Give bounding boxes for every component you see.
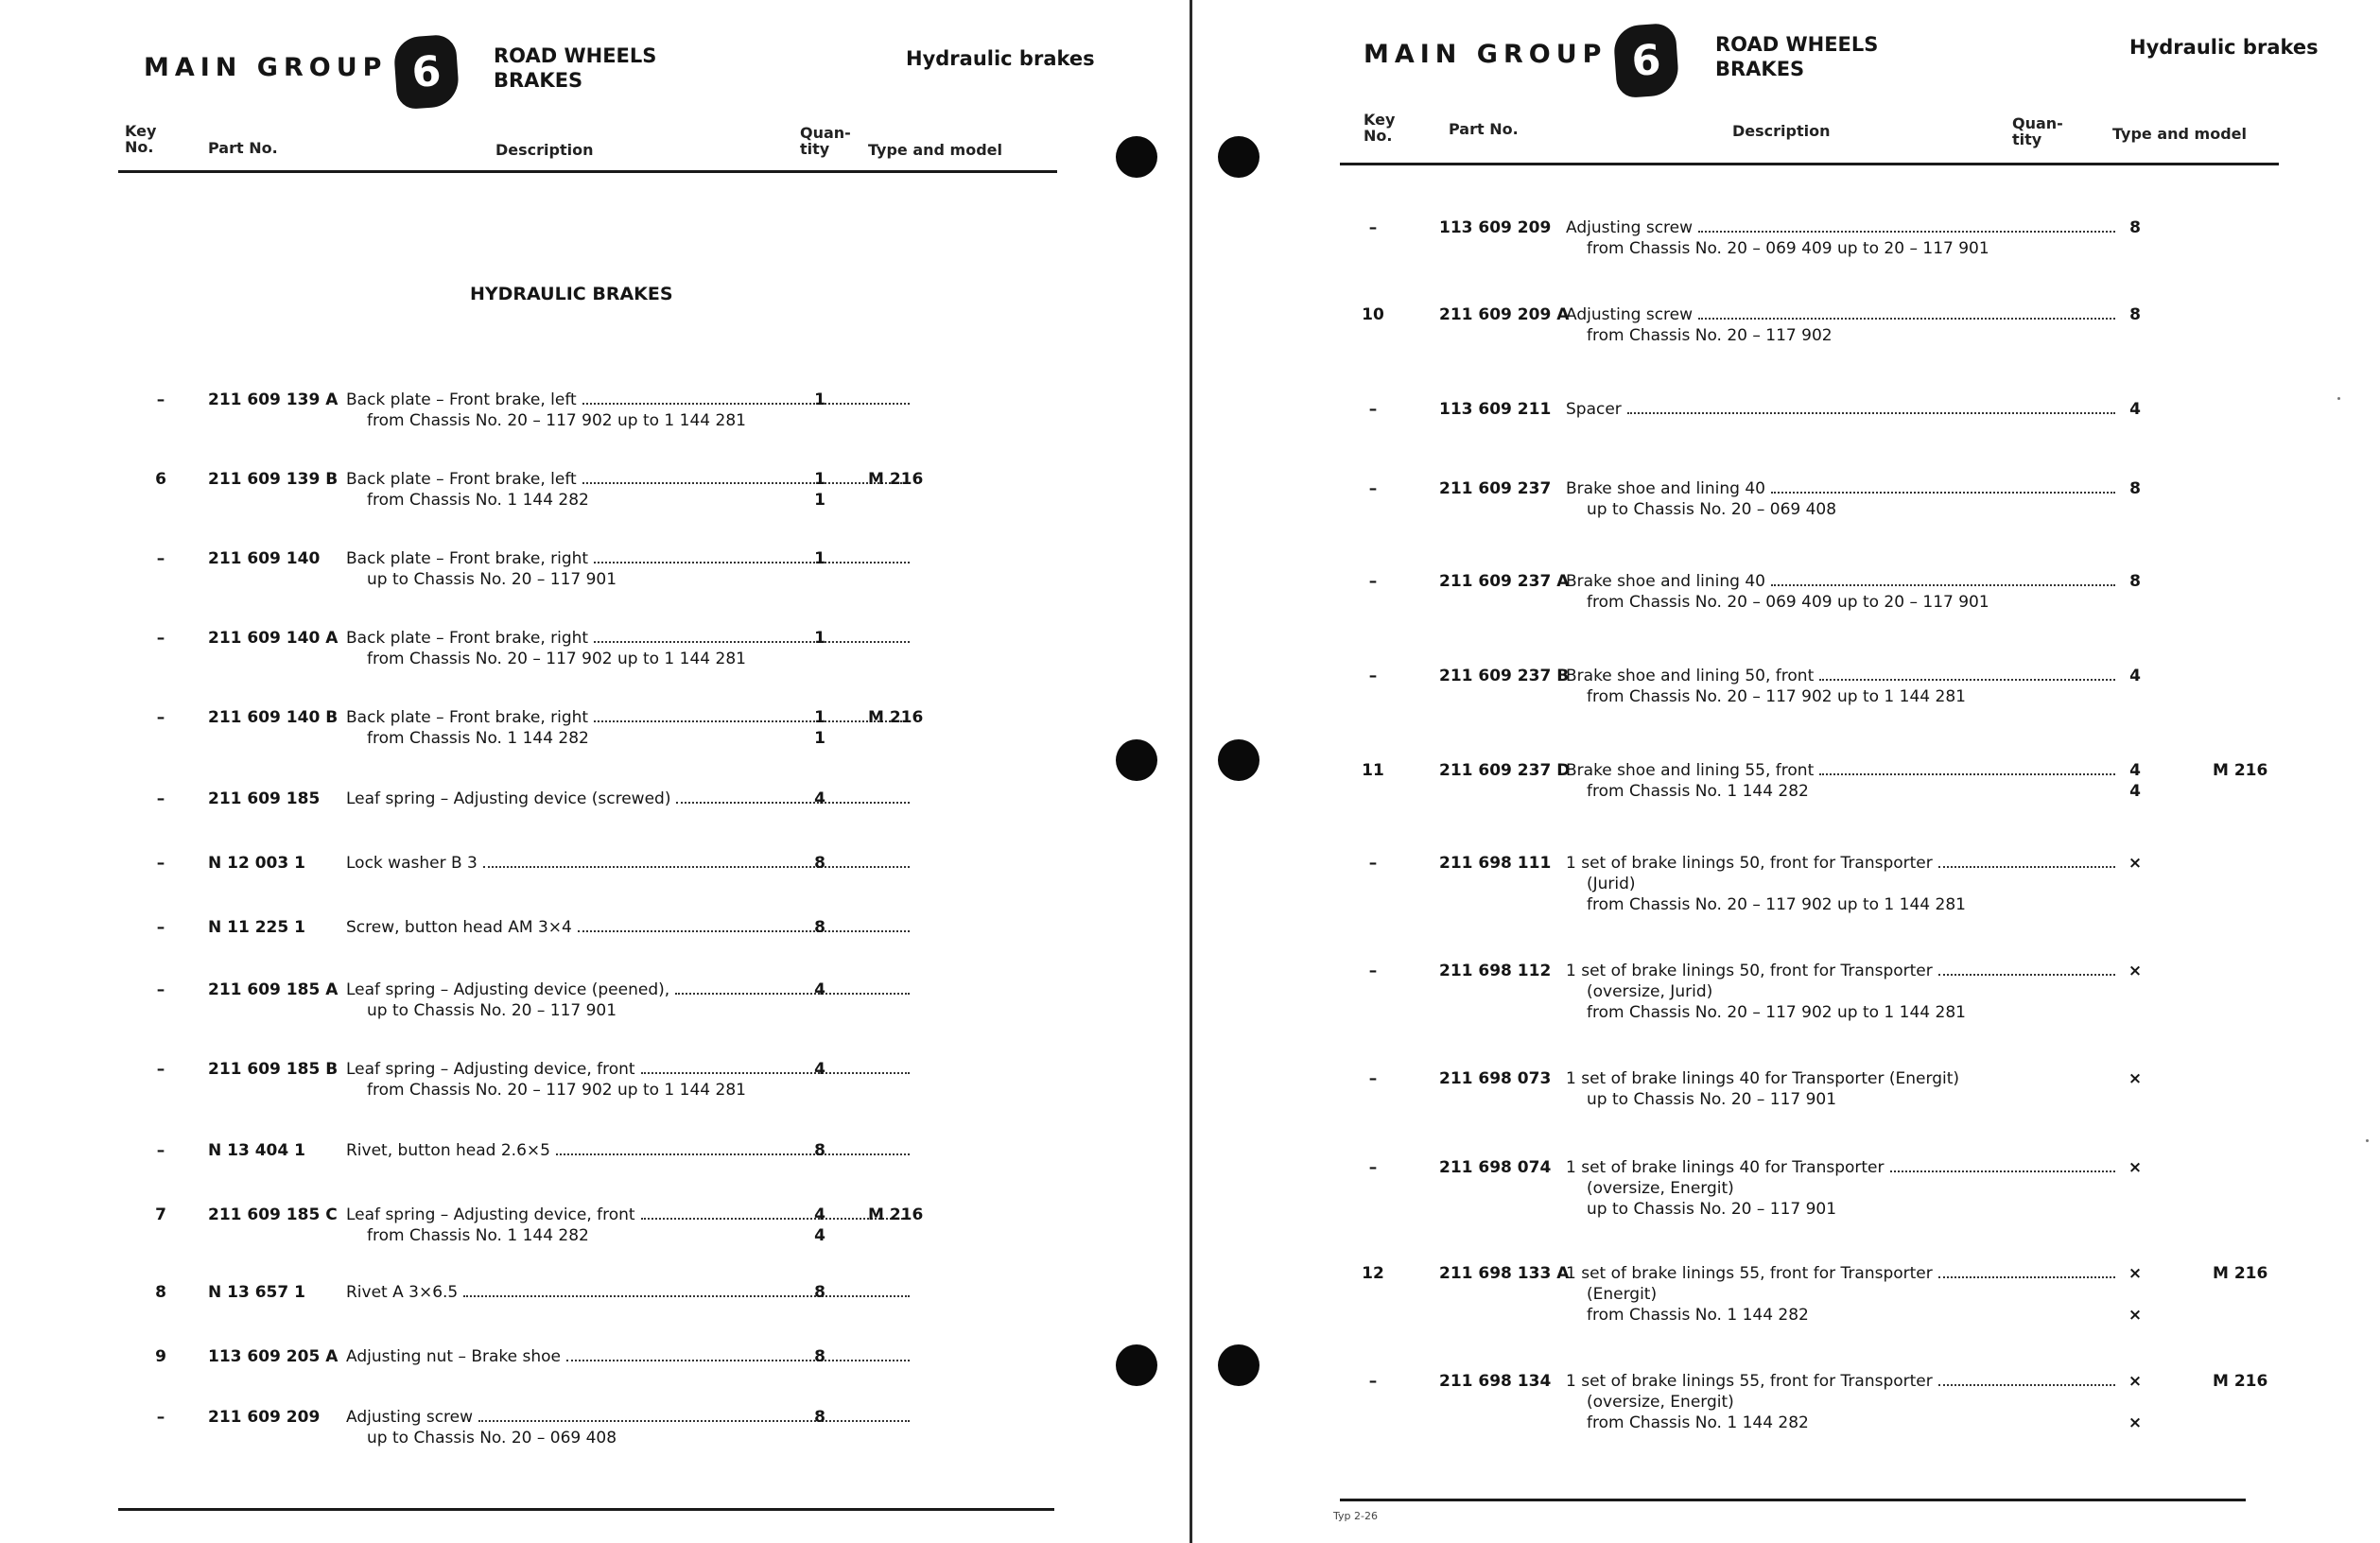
table-row <box>1354 304 2281 346</box>
dot-leader <box>478 1420 910 1422</box>
description <box>1566 217 2119 259</box>
part-number: N 12 003 1 <box>208 854 305 873</box>
key-number: – <box>156 1408 165 1427</box>
quantity-value: × <box>2128 1264 2143 1283</box>
description-subline: (Jurid) <box>1587 875 1636 893</box>
quantity-value: 8 <box>814 1408 825 1427</box>
dot-leader <box>1771 492 2115 494</box>
punch-hole <box>1116 1344 1157 1386</box>
quantity <box>806 469 834 511</box>
description-subline: up to Chassis No. 20 – 069 408 <box>367 1429 617 1448</box>
description-line <box>1566 478 2119 499</box>
description-subline: up to Chassis No. 20 – 117 901 <box>1587 1090 1837 1109</box>
table-row <box>1354 853 2281 914</box>
quantity-value: × <box>2128 1158 2143 1177</box>
quantity <box>806 628 834 649</box>
description-text: Brake shoe and lining 40 <box>1566 572 1765 591</box>
description-text: Leaf spring – Adjusting device, front <box>346 1060 635 1079</box>
dot-leader <box>594 562 910 563</box>
description-text: Adjusting nut – Brake shoe <box>346 1347 562 1366</box>
quantity-value: 4 <box>2129 667 2141 685</box>
dot-leader <box>582 403 910 405</box>
table-row <box>1354 1371 2281 1432</box>
table-row <box>142 980 993 1021</box>
description-text: Leaf spring – Adjusting device (screwed) <box>346 789 671 808</box>
description-text: 1 set of brake linings 40 for Transporter (Energit) <box>1566 1069 1960 1088</box>
description <box>1566 853 2119 915</box>
description-line <box>1566 571 2119 592</box>
table-row <box>142 1205 993 1246</box>
quantity-value: × <box>2128 962 2143 980</box>
description-subline: (oversize, Energit) <box>1587 1393 1734 1412</box>
part-number: N 13 657 1 <box>208 1283 305 1302</box>
description-subline: up to Chassis No. 20 – 117 901 <box>1587 1200 1837 1219</box>
description <box>1566 1371 2119 1433</box>
description-subline: from Chassis No. 20 – 069 409 up to 20 – 117 901 <box>1587 239 1989 258</box>
type-model: M 216 <box>2213 761 2268 780</box>
description-subline: from Chassis No. 20 – 117 902 up to 1 144 281 <box>1587 1003 1966 1022</box>
quantity-value: 4 <box>2129 761 2141 780</box>
quantity <box>806 853 834 874</box>
part-number: 211 609 237 B <box>1439 667 1570 685</box>
key-number: 6 <box>155 470 166 489</box>
quantity <box>806 1407 834 1428</box>
key-number: – <box>156 1141 165 1160</box>
dot-leader <box>675 993 910 995</box>
description-subline: from Chassis No. 20 – 069 409 up to 20 – 117 901 <box>1587 593 1989 612</box>
col-qty-header: Quan- tity <box>2012 114 2063 148</box>
col-desc-header: Description <box>1732 122 1831 140</box>
description-text: 1 set of brake linings 40 for Transporter <box>1566 1158 1885 1177</box>
part-number: 211 698 073 <box>1439 1069 1552 1088</box>
quantity <box>2121 853 2149 874</box>
quantity <box>806 1205 834 1246</box>
key-number: 10 <box>1362 305 1384 324</box>
punch-hole <box>1218 1344 1259 1386</box>
part-number: 211 609 185 A <box>208 980 339 999</box>
dot-leader <box>1938 866 2115 868</box>
table-row <box>1354 1068 2281 1110</box>
description-text: Lock washer B 3 <box>346 854 478 873</box>
description-subline: from Chassis No. 20 – 117 902 up to 1 144 281 <box>367 1081 746 1100</box>
description-text: Back plate – Front brake, right <box>346 629 589 648</box>
quantity-value: 8 <box>2129 479 2141 498</box>
description-text: Rivet, button head 2.6×5 <box>346 1141 550 1160</box>
description-line <box>1566 399 2119 420</box>
dot-leader <box>1890 1170 2116 1172</box>
key-number: 7 <box>155 1205 166 1224</box>
dot-leader <box>582 482 910 484</box>
description <box>1566 1263 2119 1326</box>
quantity <box>806 917 834 938</box>
punch-hole <box>1218 136 1259 178</box>
quantity <box>2121 478 2149 499</box>
part-number: 211 698 134 <box>1439 1372 1552 1391</box>
col-type-header: Type and model <box>868 141 1002 159</box>
quantity-value-2: 4 <box>814 1226 825 1245</box>
description-subline: from Chassis No. 20 – 117 902 up to 1 144 281 <box>367 650 746 668</box>
dot-leader <box>566 1360 910 1361</box>
table-row <box>142 1346 993 1388</box>
dot-leader <box>1771 584 2115 586</box>
key-number: – <box>1368 1158 1378 1177</box>
quantity-value: × <box>2128 1069 2143 1088</box>
quantity-value: × <box>2128 1372 2143 1391</box>
quantity <box>806 1059 834 1080</box>
description-subline: from Chassis No. 1 144 282 <box>367 729 589 748</box>
part-number: 211 609 237 A <box>1439 572 1570 591</box>
quantity <box>2121 304 2149 325</box>
key-number: – <box>1368 962 1378 980</box>
description-line <box>1566 961 2119 981</box>
section-subject: Hydraulic brakes <box>906 47 1095 70</box>
dot-leader <box>578 930 910 932</box>
quantity <box>2121 666 2149 686</box>
part-number: 211 609 139 B <box>208 470 339 489</box>
quantity-value: 8 <box>814 918 825 937</box>
quantity-value-2: 4 <box>2129 782 2141 801</box>
part-number: 211 609 237 <box>1439 479 1552 498</box>
type-model: M 216 <box>868 1205 924 1224</box>
key-number: – <box>156 549 165 568</box>
description <box>1566 1068 2119 1110</box>
group-title-line2: BRAKES <box>1715 58 1805 80</box>
part-number: 211 698 133 A <box>1439 1264 1570 1283</box>
key-number: – <box>1368 854 1378 873</box>
key-number: 11 <box>1362 761 1384 780</box>
part-number: 113 609 209 <box>1439 218 1552 237</box>
dot-leader <box>1819 679 2115 681</box>
quantity-value-2: 1 <box>814 729 825 748</box>
table-row <box>142 789 993 830</box>
quantity-value-2: × <box>2128 1413 2143 1432</box>
description <box>1566 571 2119 613</box>
description-text: Screw, button head AM 3×4 <box>346 918 572 937</box>
quantity <box>2121 399 2149 420</box>
quantity <box>806 789 834 809</box>
description-text: Leaf spring – Adjusting device, front <box>346 1205 635 1224</box>
description-text: 1 set of brake linings 50, front for Transporter <box>1566 962 1933 980</box>
key-number: – <box>156 1060 165 1079</box>
table-row <box>142 469 993 511</box>
key-number: – <box>1368 218 1378 237</box>
key-number: 9 <box>155 1347 166 1366</box>
key-number: – <box>1368 479 1378 498</box>
quantity-value: 8 <box>814 854 825 873</box>
quantity-value: 4 <box>2129 400 2141 419</box>
table-row <box>142 1059 993 1101</box>
part-number: 211 609 140 A <box>208 629 339 648</box>
header-rule <box>1340 163 2279 165</box>
table-row <box>142 1407 993 1448</box>
description-text: Adjusting screw <box>1566 305 1694 324</box>
part-number: 113 609 205 A <box>208 1347 339 1366</box>
table-row <box>1354 217 2281 259</box>
col-key-header: Key No. <box>125 122 157 156</box>
key-number: – <box>1368 400 1378 419</box>
quantity <box>2121 760 2149 802</box>
description-subline: from Chassis No. 1 144 282 <box>1587 782 1809 801</box>
quantity-value: 4 <box>814 789 825 808</box>
dot-leader <box>1627 412 2115 414</box>
col-type-header: Type and model <box>2112 125 2247 143</box>
description-subline: from Chassis No. 1 144 282 <box>1587 1413 1809 1432</box>
type-model: M 216 <box>2213 1372 2268 1391</box>
description-text: Adjusting screw <box>1566 218 1694 237</box>
part-number: 211 609 140 <box>208 549 321 568</box>
description-line <box>1566 1157 2119 1178</box>
description-text: Back plate – Front brake, right <box>346 549 589 568</box>
header-rule <box>118 170 1057 173</box>
quantity <box>2121 1263 2149 1326</box>
quantity-value: 1 <box>814 549 825 568</box>
quantity-value-2: × <box>2128 1306 2143 1325</box>
type-model: M 216 <box>868 708 924 727</box>
table-row <box>142 628 993 669</box>
dot-leader <box>1938 1384 2115 1386</box>
description-text: 1 set of brake linings 55, front for Transporter <box>1566 1264 1933 1283</box>
footer-code: Typ 2-26 <box>1333 1510 1378 1522</box>
quantity <box>2121 217 2149 238</box>
key-number: – <box>156 629 165 648</box>
description-text: Brake shoe and lining 40 <box>1566 479 1765 498</box>
quantity-value: 1 <box>814 708 825 727</box>
section-subject: Hydraulic brakes <box>2129 36 2319 59</box>
table-row <box>1354 666 2281 707</box>
description-line <box>1566 1263 2119 1284</box>
part-number: 211 609 185 <box>208 789 321 808</box>
table-row <box>1354 478 2281 520</box>
type-model: M 216 <box>2213 1264 2268 1283</box>
part-number: 211 609 209 A <box>1439 305 1570 324</box>
quantity-value: × <box>2128 854 2143 873</box>
description-subline: (Energit) <box>1587 1285 1658 1304</box>
key-number: – <box>156 918 165 937</box>
table-row <box>1354 1157 2281 1219</box>
right-catalog-page <box>1193 0 2380 1543</box>
part-number: N 11 225 1 <box>208 918 305 937</box>
dot-leader <box>1819 773 2115 775</box>
table-row <box>142 548 993 590</box>
binding-spine <box>1190 0 1192 1543</box>
table-row <box>1354 1263 2281 1325</box>
part-number: 211 609 237 D <box>1439 761 1571 780</box>
dot-leader <box>463 1295 910 1297</box>
col-desc-header: Description <box>495 141 594 159</box>
part-number: 211 698 074 <box>1439 1158 1552 1177</box>
description-text: 1 set of brake linings 55, front for Transporter <box>1566 1372 1933 1391</box>
description-subline: (oversize, Jurid) <box>1587 982 1713 1001</box>
description <box>1566 1157 2119 1220</box>
description <box>1566 666 2119 707</box>
quantity-value: 1 <box>814 629 825 648</box>
table-row <box>1354 961 2281 1022</box>
description-subline: from Chassis No. 20 – 117 902 up to 1 144 281 <box>1587 895 1966 914</box>
description-text: Rivet A 3×6.5 <box>346 1283 459 1302</box>
table-row <box>1354 571 2281 613</box>
part-number: 211 609 140 B <box>208 708 339 727</box>
key-number: – <box>1368 1372 1378 1391</box>
scan-speck <box>2366 1139 2369 1142</box>
description <box>1566 304 2119 346</box>
quantity-value: 1 <box>814 470 825 489</box>
table-row <box>1354 760 2281 802</box>
quantity <box>2121 571 2149 592</box>
quantity-value: 8 <box>814 1283 825 1302</box>
key-number: – <box>156 390 165 409</box>
punch-hole <box>1116 136 1157 178</box>
footer-rule <box>1340 1499 2246 1501</box>
description-text: Adjusting screw <box>346 1408 474 1427</box>
key-number: 12 <box>1362 1264 1384 1283</box>
description <box>1566 961 2119 1023</box>
type-model: M 216 <box>868 470 924 489</box>
part-number: 211 609 185 C <box>208 1205 338 1224</box>
description-line <box>1566 760 2119 781</box>
group-title-line1: ROAD WHEELS <box>494 44 657 67</box>
quantity <box>806 548 834 569</box>
part-number: N 13 404 1 <box>208 1141 305 1160</box>
quantity-value: 8 <box>814 1141 825 1160</box>
col-qty-header: Quan- tity <box>800 124 851 158</box>
description-subline: from Chassis No. 20 – 117 902 up to 1 144 281 <box>1587 687 1966 706</box>
description-text: Brake shoe and lining 50, front <box>1566 667 1815 685</box>
dot-leader <box>556 1153 910 1155</box>
description-text: 1 set of brake linings 50, front for Transporter <box>1566 854 1933 873</box>
key-number: – <box>156 789 165 808</box>
quantity <box>2121 1371 2149 1433</box>
table-row <box>142 707 993 749</box>
part-number: 113 609 211 <box>1439 400 1552 419</box>
description-subline: up to Chassis No. 20 – 117 901 <box>367 570 617 589</box>
key-number: – <box>1368 572 1378 591</box>
quantity <box>2121 1068 2149 1089</box>
group-title-line2: BRAKES <box>494 69 583 92</box>
description-line <box>1566 853 2119 874</box>
part-number: 211 698 111 <box>1439 854 1552 873</box>
group-title <box>1715 32 1878 81</box>
quantity <box>806 1282 834 1303</box>
quantity-value: 1 <box>814 390 825 409</box>
quantity <box>806 390 834 410</box>
quantity <box>2121 961 2149 981</box>
description-line <box>1566 1371 2119 1392</box>
col-key-header: Key No. <box>1364 111 1396 145</box>
description-text: Leaf spring – Adjusting device (peened), <box>346 980 670 999</box>
dot-leader <box>1698 318 2115 320</box>
main-group-label: MAIN GROUP <box>1364 40 1607 69</box>
description-text: Back plate – Front brake, right <box>346 708 589 727</box>
dot-leader <box>594 641 910 643</box>
col-part-header: Part No. <box>1449 120 1519 138</box>
part-number: 211 698 112 <box>1439 962 1552 980</box>
quantity-value: 8 <box>2129 572 2141 591</box>
table-row <box>1354 399 2281 441</box>
description-subline: from Chassis No. 1 144 282 <box>367 1226 589 1245</box>
description <box>1566 399 2119 420</box>
punch-hole <box>1218 739 1259 781</box>
description-text: Spacer <box>1566 400 1622 419</box>
description-line <box>1566 304 2119 325</box>
quantity <box>806 1140 834 1161</box>
table-row <box>142 390 993 431</box>
quantity-value: 8 <box>2129 218 2141 237</box>
table-row <box>142 917 993 959</box>
description-subline: from Chassis No. 20 – 117 902 up to 1 144 281 <box>367 411 746 430</box>
scan-speck <box>2337 397 2340 400</box>
table-row <box>142 1282 993 1324</box>
description <box>1566 760 2119 802</box>
dot-leader <box>1938 1276 2115 1278</box>
group-title-line1: ROAD WHEELS <box>1715 33 1879 56</box>
dot-leader <box>483 866 910 868</box>
quantity <box>806 707 834 749</box>
group-title <box>494 43 656 93</box>
description-subline: up to Chassis No. 20 – 117 901 <box>367 1001 617 1020</box>
quantity <box>2121 1157 2149 1178</box>
key-number: – <box>1368 667 1378 685</box>
key-number: – <box>156 854 165 873</box>
description-line <box>1566 666 2119 686</box>
description-subline: from Chassis No. 20 – 117 902 <box>1587 326 1833 345</box>
dot-leader <box>594 720 910 722</box>
description-subline: from Chassis No. 1 144 282 <box>367 491 589 510</box>
footer-rule <box>118 1508 1054 1511</box>
group-number-badge: 6 <box>392 34 460 110</box>
quantity-value-2: 1 <box>814 491 825 510</box>
quantity-value: 4 <box>814 980 825 999</box>
dot-leader <box>676 802 910 804</box>
description-text: Brake shoe and lining 55, front <box>1566 761 1815 780</box>
punch-hole <box>1116 739 1157 781</box>
description <box>1566 478 2119 520</box>
key-number: – <box>156 708 165 727</box>
col-part-header: Part No. <box>208 139 278 157</box>
section-heading: HYDRAULIC BRAKES <box>470 284 673 304</box>
quantity <box>806 1346 834 1367</box>
dot-leader <box>1698 231 2115 233</box>
quantity-value: 8 <box>814 1347 825 1366</box>
key-number: – <box>156 980 165 999</box>
description-line <box>1566 1068 2119 1089</box>
dot-leader <box>1938 974 2115 976</box>
description-subline: (oversize, Energit) <box>1587 1179 1734 1198</box>
group-number-badge: 6 <box>1612 23 1679 98</box>
quantity-value: 8 <box>2129 305 2141 324</box>
quantity <box>806 980 834 1000</box>
main-group-label: MAIN GROUP <box>144 53 388 82</box>
key-number: – <box>1368 1069 1378 1088</box>
description-text: Back plate – Front brake, left <box>346 390 577 409</box>
table-row <box>142 1140 993 1182</box>
table-row <box>142 853 993 894</box>
description-line <box>1566 217 2119 238</box>
part-number: 211 609 209 <box>208 1408 321 1427</box>
description-subline: up to Chassis No. 20 – 069 408 <box>1587 500 1837 519</box>
quantity-value: 4 <box>814 1205 825 1224</box>
part-number: 211 609 139 A <box>208 390 339 409</box>
description-subline: from Chassis No. 1 144 282 <box>1587 1306 1809 1325</box>
part-number: 211 609 185 B <box>208 1060 339 1079</box>
key-number: 8 <box>155 1283 166 1302</box>
quantity-value: 4 <box>814 1060 825 1079</box>
dot-leader <box>641 1072 910 1074</box>
description-text: Back plate – Front brake, left <box>346 470 577 489</box>
